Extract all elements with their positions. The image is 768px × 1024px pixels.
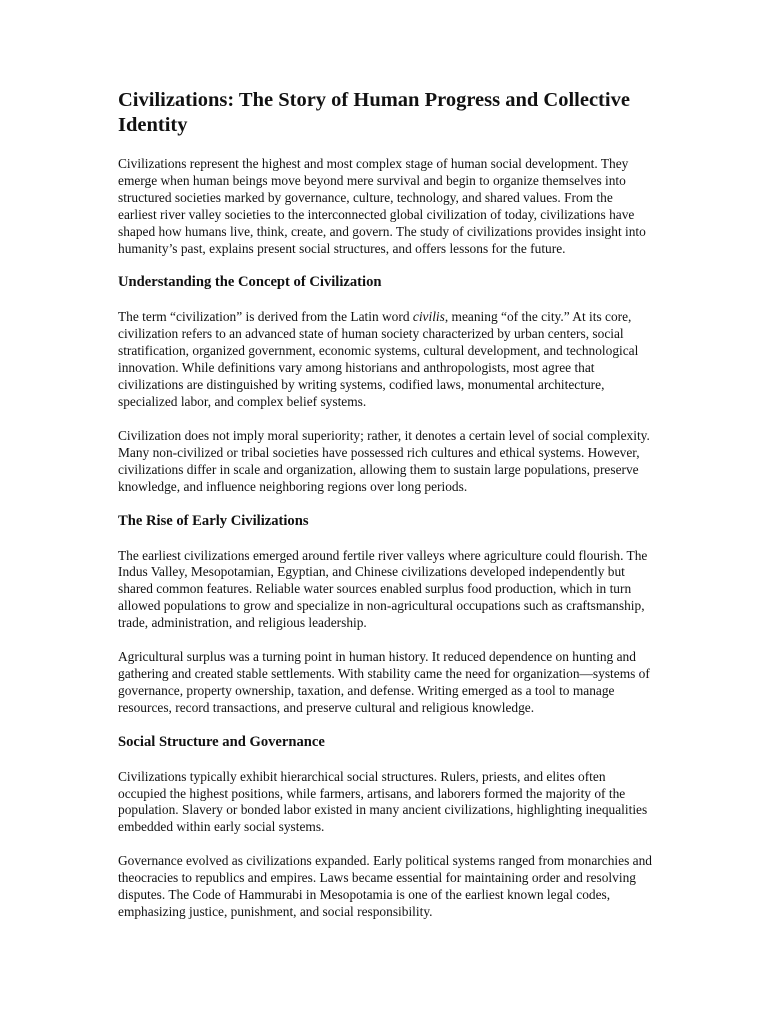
- section-heading-concept: Understanding the Concept of Civilization: [118, 274, 382, 291]
- concept-paragraph-1: [118, 309, 653, 410]
- latin-term: civilis: [412, 309, 445, 325]
- governance-paragraph-2: Governance evolved as civilizations expanded. Early political systems ranged from monarchies and theocracies to republics and empires. Laws became essential for maintaining order and resolving disputes. The Code of Hammurabi in Mesopotamia is one of the earliest known legal codes, emphasizing justice, punishment, and social responsibility.: [118, 853, 652, 919]
- document-page: [118, 88, 653, 938]
- rise-paragraph-2: Agricultural surplus was a turning point in human history. It reduced dependence on hunting and gathering and created stable settlements. With stability came the need for organization—systems of governance, property ownership, taxation, and defense. Writing emerged as a tool to manage resources, record transactions, and preserve cultural and religious knowledge.: [118, 649, 650, 715]
- concept-paragraph-1-part-a: The term “civilization” is derived from the Latin word: [118, 309, 413, 325]
- concept-paragraph-2: Civilization does not imply moral superiority; rather, it denotes a certain level of social complexity. Many non-civilized or tribal societies have possessed rich cultures and ethical systems. However, civilizations differ in scale and organization, allowing them to sustain large populations, preserve knowledge, and influence neighboring regions over long periods.: [118, 427, 650, 494]
- rise-paragraph-1: The earliest civilizations emerged around fertile river valleys where agriculture could flourish. The Indus Valley, Mesopotamian, Egyptian, and Chinese civilizations developed independently but shared common features. Reliable water sources enabled surplus food production, which in turn allowed populations to grow and specialize in non-agricultural occupations such as craftsmanship, trade, administration, and religious leadership.: [118, 547, 648, 631]
- section-heading-governance: Social Structure and Governance: [118, 733, 325, 750]
- intro-paragraph: Civilizations represent the highest and most complex stage of human social development. They emerge when human beings move beyond mere survival and begin to organize themselves into structured societies marked by governance, culture, technology, and shared values. From the earliest river valley societies to the interconnected global civilization of today, civilizations have shaped how humans live, think, create, and govern. The study of civilizations provides insight into humanity’s past, explains present social structures, and offers lessons for the future.: [118, 156, 646, 256]
- concept-paragraph-1-part-b: , meaning “of the city.” At its core, civilization refers to an advanced state of human society characterized by urban centers, social stratification, organized government, economic systems, cultural development, and technological innovation. While definitions vary among historians and anthropologists, most agree that civilizations are distinguished by writing systems, codified laws, monumental architecture, specialized labor, and complex belief systems.: [118, 309, 639, 409]
- governance-paragraph-1: Civilizations typically exhibit hierarchical social structures. Rulers, priests, and elites often occupied the highest positions, while farmers, artisans, and laborers formed the majority of the population. Slavery or bonded labor existed in many ancient civilizations, highlighting inequalities embedded within early social systems.: [118, 768, 648, 835]
- section-heading-rise: The Rise of Early Civilizations: [118, 512, 309, 529]
- document-title: Civilizations: The Story of Human Progress and Collective Identity: [118, 89, 630, 136]
